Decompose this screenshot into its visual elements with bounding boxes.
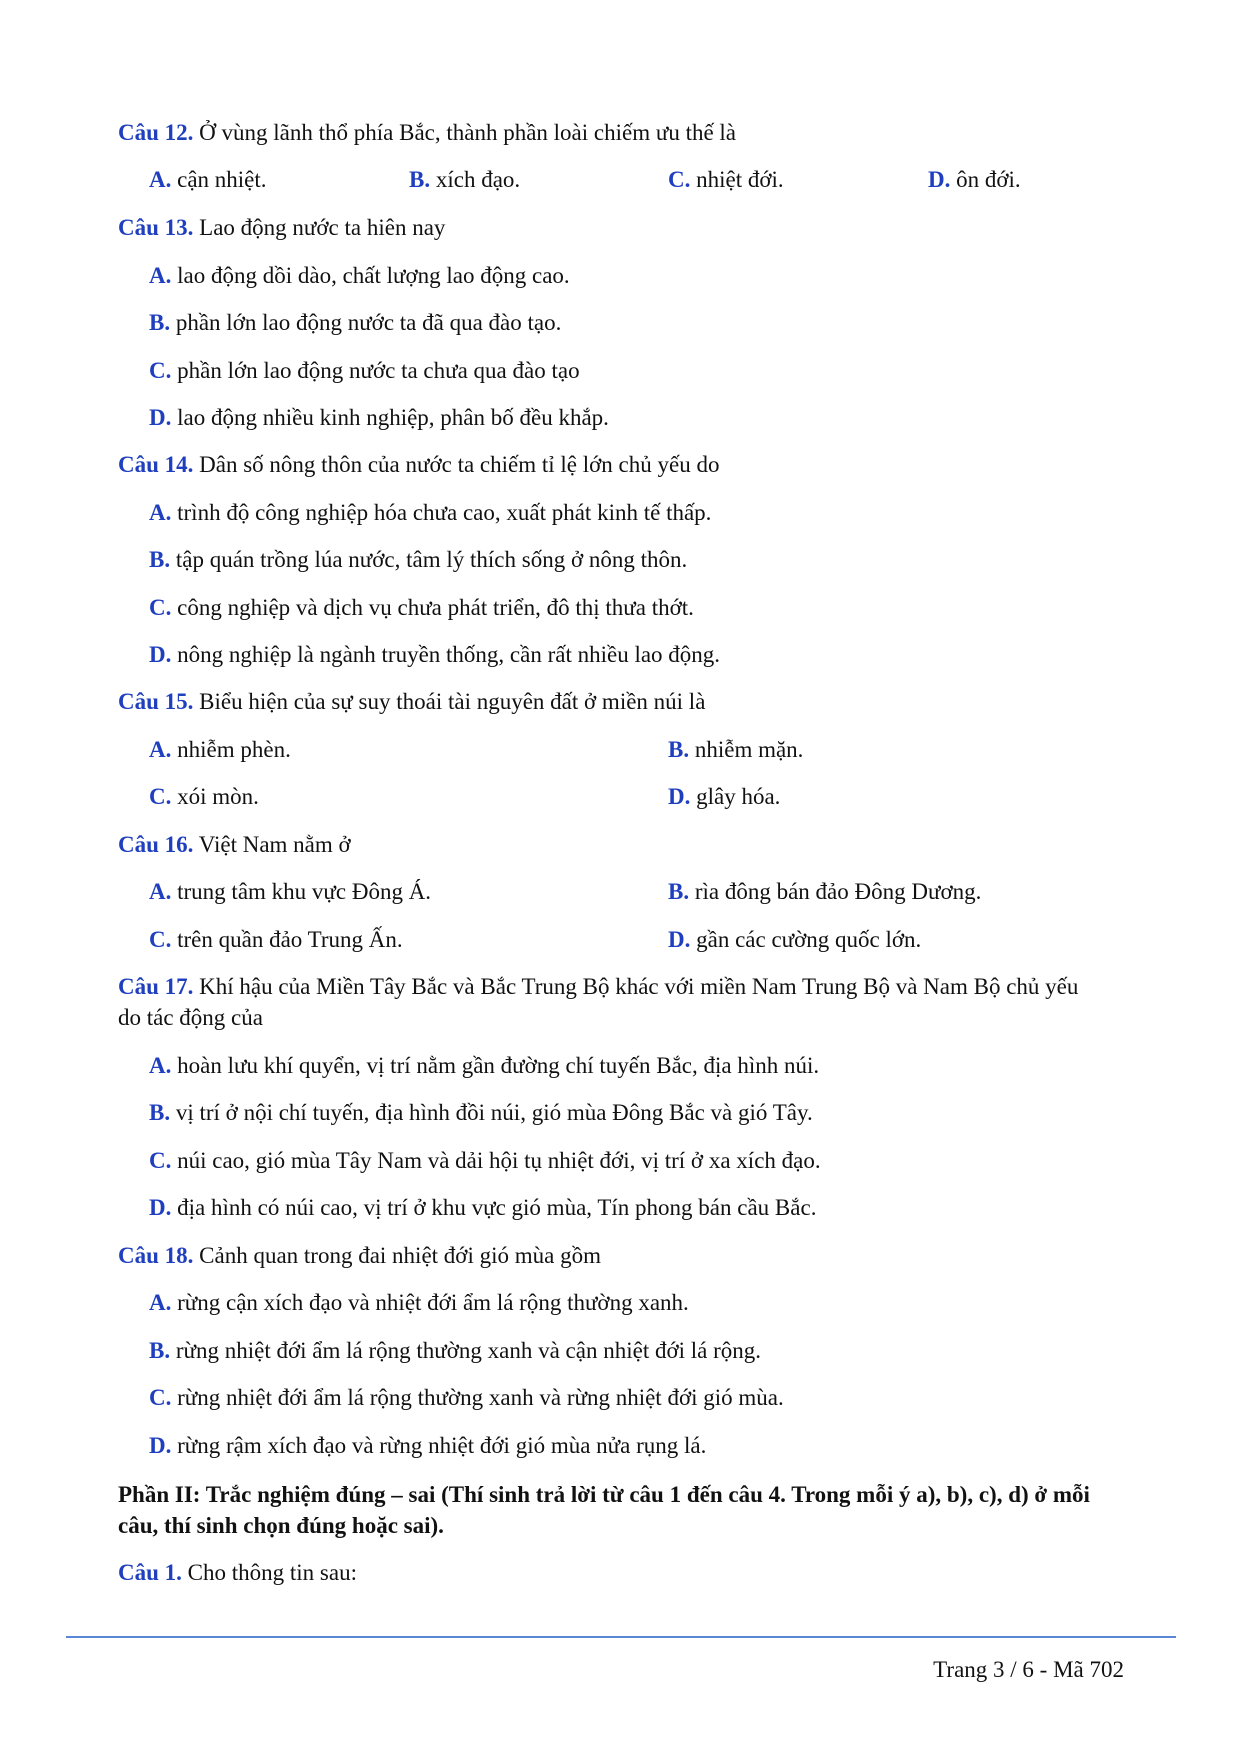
option-label: B. [149, 547, 171, 572]
question-stem: Lao động nước ta hiên nay [199, 215, 446, 240]
question-stem: Cho thông tin sau: [187, 1560, 357, 1585]
option-label: A. [149, 879, 172, 904]
question-label: Câu 13. [118, 215, 194, 240]
option-label: D. [668, 927, 691, 952]
option-d [149, 1430, 706, 1461]
option-label: C. [149, 595, 172, 620]
question-label: Câu 18. [118, 1243, 194, 1268]
question-label: Câu 12. [118, 120, 194, 145]
question-label: Câu 15. [118, 689, 194, 714]
option-text: rừng nhiệt đới ẩm lá rộng thường xanh và cận nhiệt đới lá rộng. [175, 1338, 762, 1363]
option-label: B. [668, 737, 690, 762]
option-text: rừng nhiệt đới ẩm lá rộng thường xanh và rừng nhiệt đới gió mùa. [177, 1385, 784, 1410]
option-label: A. [149, 263, 172, 288]
option-d [668, 781, 780, 812]
option-a [149, 497, 711, 528]
option-label: B. [149, 1100, 171, 1125]
option-text: xích đạo. [435, 167, 521, 192]
question-14 [118, 449, 1098, 480]
option-c [149, 1382, 784, 1413]
option-label: B. [149, 310, 171, 335]
option-label: C. [149, 358, 172, 383]
question-stem: Khí hậu của Miền Tây Bắc và Bắc Trung Bộ khác với miền Nam Trung Bộ và Nam Bộ chủ yếu do tác động của [118, 974, 1079, 1030]
option-text: núi cao, gió mùa Tây Nam và dải hội tụ nhiệt đới, vị trí ở xa xích đạo. [177, 1148, 821, 1173]
question-label: Câu 14. [118, 452, 194, 477]
option-text: tập quán trồng lúa nước, tâm lý thích sống ở nông thôn. [175, 547, 688, 572]
option-text: trình độ công nghiệp hóa chưa cao, xuất phát kinh tế thấp. [177, 500, 712, 525]
option-label: C. [149, 1385, 172, 1410]
option-d [149, 639, 720, 670]
question-16 [118, 829, 1098, 860]
option-a [149, 164, 267, 195]
option-text: công nghiệp và dịch vụ chưa phát triển, đô thị thưa thớt. [177, 595, 694, 620]
option-text: địa hình có núi cao, vị trí ở khu vực gió mùa, Tín phong bán cầu Bắc. [177, 1195, 817, 1220]
question-stem: Biểu hiện của sự suy thoái tài nguyên đất ở miền núi là [199, 689, 706, 714]
question-13 [118, 212, 1098, 243]
question-stem: Cảnh quan trong đai nhiệt đới gió mùa gồm [199, 1243, 601, 1268]
option-text: glây hóa. [696, 784, 781, 809]
option-c [149, 924, 403, 955]
option-text: cận nhiệt. [177, 167, 267, 192]
question-label: Câu 17. [118, 974, 194, 999]
option-label: D. [668, 784, 691, 809]
option-label: D. [149, 642, 172, 667]
option-b [409, 164, 520, 195]
question-15 [118, 686, 1098, 717]
option-a [149, 1050, 819, 1081]
question-label: Câu 1. [118, 1560, 182, 1585]
option-label: A. [149, 737, 172, 762]
question-stem: Việt Nam nằm ở [198, 832, 351, 857]
option-b [149, 1335, 761, 1366]
part2-heading: Phần II: Trắc nghiệm đúng – sai (Thí sinh trả lời từ câu 1 đến câu 4. Trong mỗi ý a), b), c), d) ở mỗi câu, thí sinh chọn đúng hoặc sai). [118, 1482, 1090, 1538]
option-a [149, 876, 431, 907]
option-text: nhiễm phèn. [177, 737, 291, 762]
option-label: A. [149, 167, 172, 192]
option-text: gần các cường quốc lớn. [696, 927, 922, 952]
option-c [149, 355, 580, 386]
question-1 [118, 1557, 1098, 1588]
option-c [149, 1145, 821, 1176]
option-label: A. [149, 1290, 172, 1315]
option-b [149, 1097, 813, 1128]
option-label: C. [149, 927, 172, 952]
option-label: B. [409, 167, 431, 192]
question-label: Câu 16. [118, 832, 194, 857]
option-text: phần lớn lao động nước ta chưa qua đào tạo [177, 358, 580, 383]
option-label: D. [149, 1433, 172, 1458]
option-label: D. [928, 167, 951, 192]
option-text: hoàn lưu khí quyển, vị trí nằm gần đường chí tuyến Bắc, địa hình núi. [177, 1053, 820, 1078]
option-d [149, 402, 609, 433]
option-label: C. [149, 784, 172, 809]
option-label: A. [149, 1053, 172, 1078]
option-text: ôn đới. [956, 167, 1021, 192]
question-17 [118, 971, 1098, 1033]
option-c [149, 592, 694, 623]
option-d [668, 924, 921, 955]
option-d [149, 1192, 816, 1223]
option-c [149, 781, 259, 812]
question-stem: Ở vùng lãnh thổ phía Bắc, thành phần loài chiếm ưu thế là [199, 120, 737, 145]
option-text: nhiễm mặn. [694, 737, 804, 762]
option-b [668, 876, 981, 907]
option-text: nhiệt đới. [696, 167, 784, 192]
option-label: B. [149, 1338, 171, 1363]
option-d [928, 164, 1021, 195]
option-text: trung tâm khu vực Đông Á. [177, 879, 432, 904]
option-c [668, 164, 784, 195]
option-b [149, 544, 687, 575]
option-text: nông nghiệp là ngành truyền thống, cần rất nhiều lao động. [177, 642, 721, 667]
option-text: lao động nhiều kinh nghiệp, phân bố đều khắp. [177, 405, 609, 430]
option-text: rìa đông bán đảo Đông Dương. [694, 879, 982, 904]
option-a [149, 734, 291, 765]
option-text: vị trí ở nội chí tuyến, địa hình đồi núi, gió mùa Đông Bắc và gió Tây. [175, 1100, 813, 1125]
question-12 [118, 117, 1098, 148]
option-a [149, 1287, 689, 1318]
footer-divider [66, 1636, 1176, 1638]
option-label: D. [149, 1195, 172, 1220]
option-text: phần lớn lao động nước ta đã qua đào tạo. [175, 310, 562, 335]
option-label: A. [149, 500, 172, 525]
page-footer: Trang 3 / 6 - Mã 702 [933, 1657, 1124, 1682]
question-18 [118, 1240, 1098, 1271]
option-label: C. [149, 1148, 172, 1173]
option-label: B. [668, 879, 690, 904]
option-text: trên quần đảo Trung Ấn. [177, 927, 403, 952]
option-b [668, 734, 803, 765]
option-label: C. [668, 167, 691, 192]
option-label: D. [149, 405, 172, 430]
question-stem: Dân số nông thôn của nước ta chiếm tỉ lệ lớn chủ yếu do [199, 452, 720, 477]
option-text: lao động dồi dào, chất lượng lao động cao. [177, 263, 570, 288]
option-text: rừng cận xích đạo và nhiệt đới ẩm lá rộng thường xanh. [177, 1290, 689, 1315]
option-b [149, 307, 561, 338]
option-text: xói mòn. [177, 784, 259, 809]
option-a [149, 260, 570, 291]
option-text: rừng rậm xích đạo và rừng nhiệt đới gió mùa nửa rụng lá. [177, 1433, 707, 1458]
